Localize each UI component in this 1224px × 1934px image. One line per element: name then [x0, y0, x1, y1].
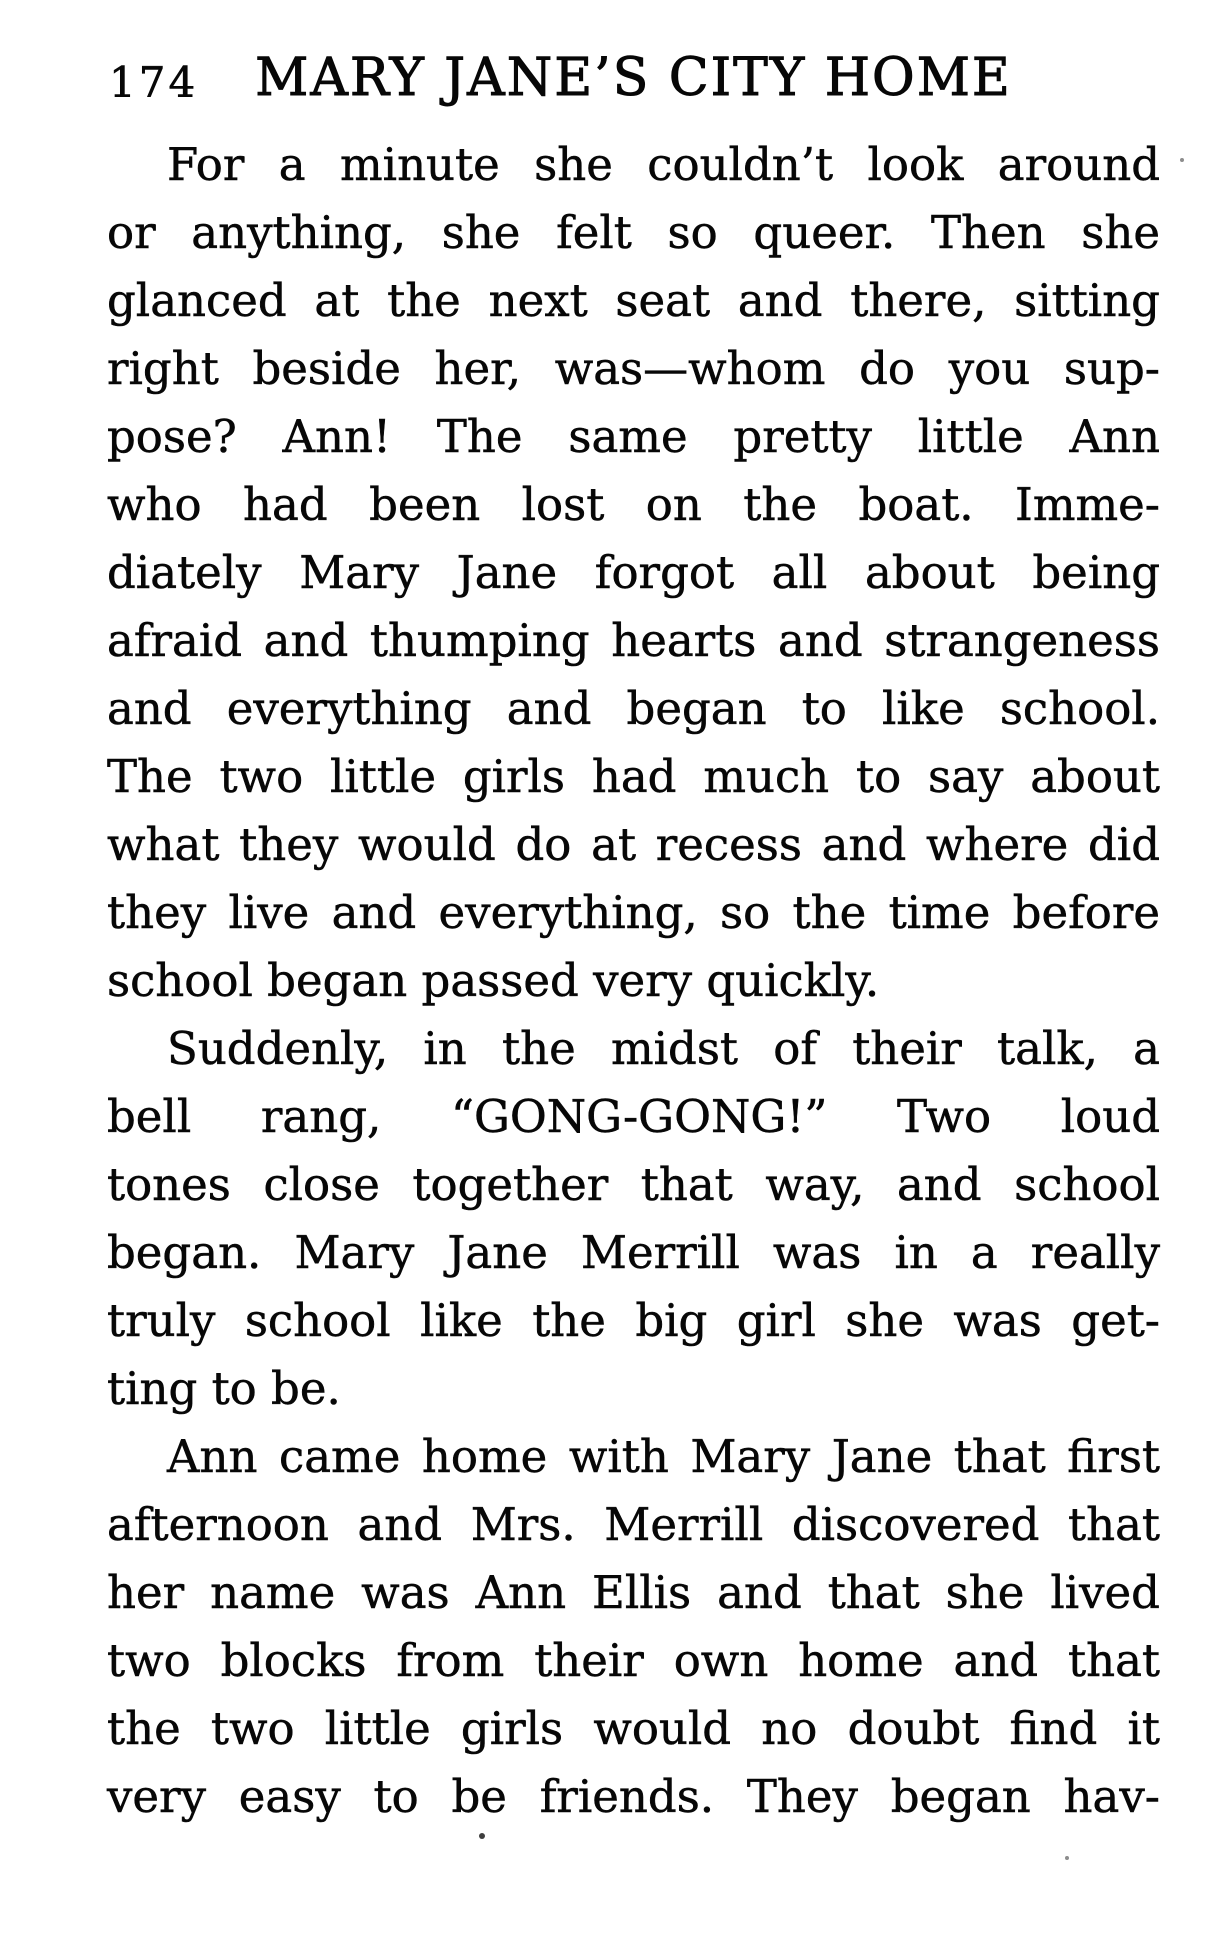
body-text-block [107, 131, 1160, 1831]
text-line-p1-l11: what they would do at recess and where did [107, 818, 1160, 871]
text-line-p1-l12: they live and everything, so the time before [107, 886, 1160, 939]
text-line-p1-l9: and everything and began to like school. [107, 682, 1160, 735]
text-line-p2-l4: began. Mary Jane Merrill was in a really [107, 1226, 1160, 1279]
text-line-p3-l5: the two little girls would no doubt find it [107, 1702, 1160, 1755]
text-line-p1-l5: pose? Ann! The same pretty little Ann [107, 410, 1160, 463]
text-line-p1-l2: or anything, she felt so queer. Then she [107, 206, 1160, 259]
text-line-p1-l7: diately Mary Jane forgot all about being [107, 546, 1160, 599]
text-line-p2-l2: bell rang, “GONG-GONG!” Two loud [107, 1090, 1160, 1143]
text-line-p1-l4: right beside her, was—whom do you sup- [107, 342, 1160, 395]
scan-speck [479, 1833, 485, 1839]
text-line-p3-l6: very easy to be friends. They began hav- [107, 1770, 1160, 1823]
text-line-p1-l13: school began passed very quickly. [107, 954, 880, 1007]
text-line-p3-l3: her name was Ann Ellis and that she lived [107, 1566, 1160, 1619]
text-line-p2-l3: tones close together that way, and school [107, 1158, 1160, 1211]
text-line-p2-l1: Suddenly, in the midst of their talk, a [167, 1022, 1160, 1075]
text-line-p2-l6: ting to be. [107, 1362, 341, 1415]
text-line-p2-l5: truly school like the big girl she was get- [107, 1294, 1160, 1347]
text-line-p1-l6: who had been lost on the boat. Imme- [107, 478, 1160, 531]
text-line-p3-l1: Ann came home with Mary Jane that first [167, 1430, 1160, 1483]
text-line-p3-l2: afternoon and Mrs. Merrill discovered that [107, 1498, 1160, 1551]
text-line-p1-l8: afraid and thumping hearts and strangeness [107, 614, 1160, 667]
page-header [107, 0, 1160, 120]
page-number: 174 [109, 58, 199, 107]
text-line-p3-l4: two blocks from their own home and that [107, 1634, 1160, 1687]
scan-speck [1065, 1856, 1069, 1860]
running-title: MARY JANE’S CITY HOME [255, 48, 1012, 108]
text-line-p1-l10: The two little girls had much to say about [107, 750, 1160, 803]
scan-speck [1180, 158, 1184, 162]
text-line-p1-l1: For a minute she couldn’t look around [167, 138, 1160, 191]
text-line-p1-l3: glanced at the next seat and there, sitting [107, 274, 1160, 327]
